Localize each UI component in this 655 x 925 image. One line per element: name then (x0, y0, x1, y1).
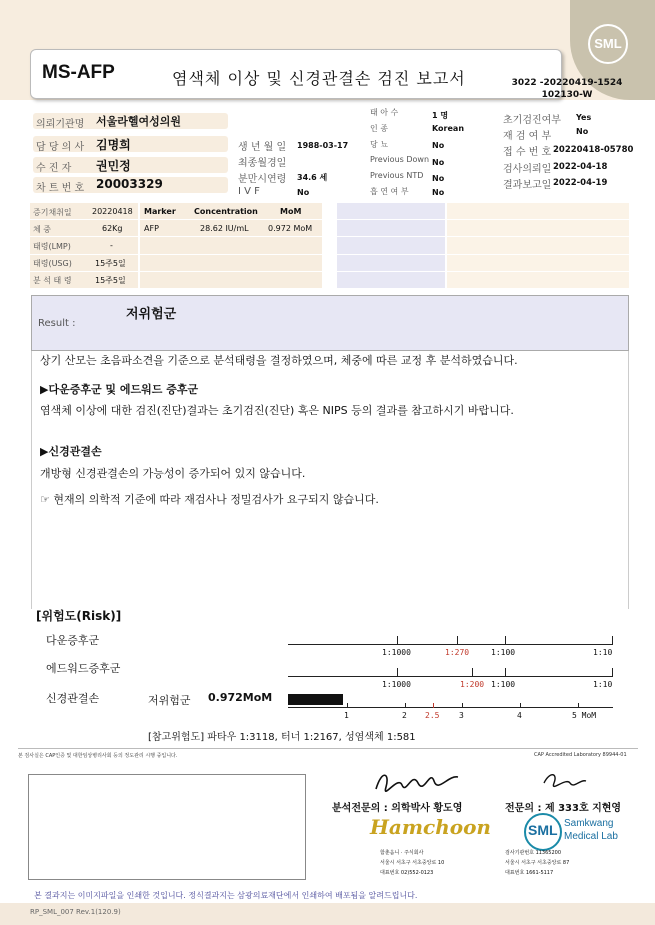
label-dob: 생 년 월 일 (238, 142, 287, 153)
value-concentration: 28.62 IU/mL (200, 224, 249, 233)
edwards-tick-1000: 1:1000 (382, 680, 411, 689)
label-retest: 재 검 여 부 (503, 131, 552, 142)
doc-code: MS-AFP (42, 62, 115, 83)
label-prev-down: Previous Down (370, 155, 430, 164)
header-mom: MoM (280, 207, 302, 216)
down-tick-100: 1:100 (491, 648, 516, 657)
intro-text: 상기 산모는 초음파소견을 기준으로 분석태령을 결정하였으며, 체중에 따른 교정 후 분석하였습니다. (40, 354, 518, 367)
value-ga-usg: 15주5일 (95, 259, 126, 268)
value-ivf: No (297, 188, 310, 197)
value-chart-no: 20003329 (96, 177, 163, 191)
down-heading: ▶다운증후군 및 에드워드 증후군 (40, 383, 199, 396)
down-tick-10: 1:10 (593, 648, 613, 657)
label-smoking: 흡 연 여 부 (370, 187, 409, 196)
down-tick-1000: 1:1000 (382, 648, 411, 657)
sml-addr-3: 대표번호 1661-5117 (505, 870, 554, 876)
ntd-text: 개방형 신경관결손의 가능성이 증가되어 있지 않습니다. (40, 467, 306, 480)
ntd-mom-bar (288, 694, 343, 705)
ntd-risk-scale (288, 707, 613, 708)
hamchoon-addr-1: 함춘옴니 · 주식회사 (380, 850, 424, 856)
ntd-risk-label: 신경관결손 (46, 692, 100, 705)
footer-code: RP_SML_007 Rev.1(120.9) (30, 908, 121, 916)
value-ga-analysis: 15주5일 (95, 276, 126, 285)
label-delivery-age: 분만시연령 (238, 174, 287, 185)
hamchoon-addr-3: 대표번호 02)552-0123 (380, 870, 434, 876)
note-text: ☞ 현재의 의학적 기준에 따라 재검사나 정밀검사가 요구되지 않습니다. (40, 493, 379, 506)
header-marker: Marker (144, 207, 176, 216)
value-initial-screening: Yes (576, 113, 592, 122)
sml-addr-1: 검사기관번호 11365200 (505, 850, 562, 856)
hamchoon-logo: Hamchoon (370, 815, 491, 839)
label-chart-no: 차 트 번 호 (36, 183, 85, 194)
value-delivery-age: 34.6 세 (297, 173, 328, 182)
value-sample-date: 20220418 (92, 207, 133, 216)
result-box (31, 295, 629, 351)
cap-notice: 본 검사실은 CAP인증 및 대한임상병리사회 등의 정도관리 시행 중입니다. (18, 753, 178, 759)
doc-title: 염색체 이상 및 신경관결손 검진 보고서 (172, 69, 466, 88)
value-request-date: 2022-04-18 (553, 162, 608, 172)
value-receipt-no: 20220418-05780 (553, 145, 634, 155)
ntd-tick-2-5: 2.5 (425, 711, 440, 720)
label-request-date: 검사의뢰일 (503, 164, 552, 175)
sml-logo: SML (588, 24, 628, 64)
specialist-name: 전문의 : 제 333호 지현영 (505, 803, 622, 814)
sml-name-2: Medical Lab (564, 831, 618, 842)
footer-notice: 본 결과지는 이미지파일을 인쇄한 것입니다. 정식결과지는 삼광의료재단에서 인쇄하여 배포됨을 알려드립니다. (34, 891, 418, 900)
value-prev-down: No (432, 158, 445, 167)
value-marker: AFP (144, 224, 159, 233)
label-doctor: 담 당 의 사 (36, 142, 85, 153)
ntd-tick-2: 2 (402, 711, 407, 720)
value-patient: 권민정 (96, 159, 131, 173)
cap-accreditation: CAP Accredited Laboratory 89944-01 (534, 752, 627, 758)
label-prev-ntd: Previous NTD (370, 171, 424, 180)
label-patient: 수 진 자 (36, 163, 72, 174)
label-institution: 의뢰기관명 (36, 119, 85, 130)
ntd-tick-1: 1 (344, 711, 349, 720)
ntd-heading: ▶신경관결손 (40, 445, 102, 458)
risk-title: [위험도(Risk)] (36, 609, 122, 623)
edwards-risk-label: 에드워드증후군 (46, 662, 121, 675)
value-report-date: 2022-04-19 (553, 178, 608, 188)
label-sample-date: 증기채취일 (33, 208, 72, 217)
hamchoon-addr-2: 서울시 서초구 서초중앙로 10 (380, 860, 445, 866)
label-report-date: 결과보고일 (503, 180, 552, 191)
down-risk-label: 다운증후군 (46, 634, 100, 647)
label-race: 인 종 (370, 124, 388, 133)
label-ga-lmp: 태령(LMP) (33, 242, 71, 251)
result-value: 저위험군 (126, 307, 177, 322)
down-text: 염색체 이상에 대한 검진(진단)결과는 초기검진(진단) 혹은 NIPS 등의 결과를 참고하시기 바랍니다. (40, 404, 514, 417)
edwards-tick-200: 1:200 (460, 680, 485, 689)
down-risk-scale (288, 644, 613, 645)
value-institution: 서울라헬여성의원 (96, 115, 182, 128)
value-prev-ntd: No (432, 174, 445, 183)
sml-addr-2: 서울시 서초구 서초중앙로 87 (505, 860, 570, 866)
value-dob: 1988-03-17 (297, 141, 349, 150)
value-diabetes: No (432, 141, 445, 150)
value-doctor: 김명희 (96, 138, 131, 152)
analyst-signature (372, 765, 462, 797)
header-concentration: Concentration (194, 207, 258, 216)
label-ga-analysis: 분 석 태 령 (33, 276, 72, 285)
label-weight: 체 중 (33, 225, 51, 234)
label-receipt-no: 접 수 번 호 (503, 147, 552, 158)
ntd-tick-5: 5 MoM (572, 711, 597, 720)
analyst-name: 분석전문의 : 의학박사 황도영 (332, 803, 463, 814)
label-ivf: I V F (238, 186, 260, 197)
edwards-risk-scale (288, 676, 613, 677)
ntd-tick-4: 4 (517, 711, 522, 720)
value-smoking: No (432, 188, 445, 197)
value-race: Korean (432, 124, 465, 133)
down-tick-270: 1:270 (445, 648, 470, 657)
value-mom: 0.972 MoM (268, 224, 313, 233)
value-retest: No (576, 127, 589, 136)
ntd-tick-3: 3 (459, 711, 464, 720)
report-number: 3022 -20220419-1524 102130-W (511, 78, 623, 100)
reference-risk: [참고위험도] 파타우 1:3118, 터너 1:2167, 성염색체 1:581 (148, 732, 416, 743)
edwards-tick-100: 1:100 (491, 680, 516, 689)
label-ga-usg: 태령(USG) (33, 259, 72, 268)
label-initial-screening: 초기검진여부 (503, 115, 561, 126)
label-fetus: 태 아 수 (370, 108, 399, 117)
ntd-risk-category: 저위험군 (148, 694, 191, 707)
memo-box (28, 774, 306, 880)
value-weight: 62Kg (102, 224, 123, 233)
result-label: Result : (38, 318, 76, 329)
value-fetus: 1 명 (432, 111, 449, 120)
sml-emblem-text: SML (528, 822, 558, 838)
value-ga-lmp: - (110, 241, 113, 250)
edwards-tick-10: 1:10 (593, 680, 613, 689)
label-diabetes: 당 뇨 (370, 140, 388, 149)
ntd-risk-mom: 0.972MoM (208, 691, 273, 704)
sml-name-1: Samkwang (564, 818, 614, 829)
specialist-signature (540, 769, 590, 791)
label-lmp: 최종월경일 (238, 158, 287, 169)
